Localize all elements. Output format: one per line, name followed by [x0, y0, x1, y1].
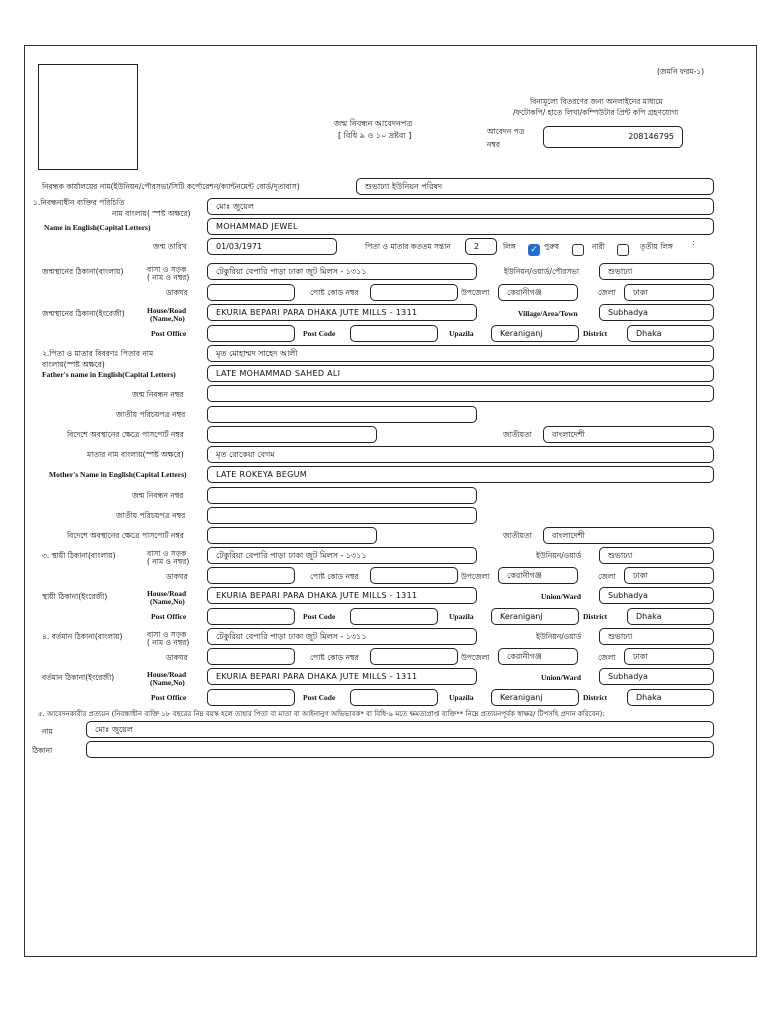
birthplace-en-house-label-1: House/Road — [147, 306, 187, 315]
father-name-bn-label: বাংলায়(স্পষ্ট অক্ষরে) — [42, 360, 105, 369]
mother-name-bn-field[interactable]: মৃত রোকেয়া বেগম — [207, 446, 714, 463]
permanent-bn-house-label-1: বাসা ও সড়ক — [147, 549, 187, 558]
birthplace-bn-house-field[interactable]: টেকুরিয়া বেপারি পাড়া ঢাকা জুট মিলস - ১৩১১ — [207, 263, 477, 280]
father-brn-label: জন্ম নিবন্ধন নম্বর — [132, 390, 184, 399]
birthplace-bn-label: জন্মস্থানের ঠিকানা(বাংলায়) — [42, 267, 124, 276]
app-no-label-1: আবেদন পত্র — [487, 127, 525, 136]
mother-passport-field[interactable] — [207, 527, 377, 544]
permanent-en-district-field[interactable]: Dhaka — [627, 608, 714, 625]
birthplace-bn-postcode-label: পোষ্ট কোড নম্বর — [310, 288, 359, 297]
permanent-bn-house-field[interactable]: টেকুরিয়া বেপারি পাড়া ঢাকা জুট মিলস - ১৩১১ — [207, 547, 477, 564]
birthplace-bn-house-label-1: বাসা ও সড়ক — [147, 265, 187, 274]
permanent-en-district-label: District — [583, 612, 608, 621]
mother-nid-field[interactable] — [207, 507, 477, 524]
birth-order-label: পিতা ও মাতার কততম সন্তান — [365, 242, 451, 251]
father-nationality-label: জাতীয়তা — [503, 430, 532, 439]
birthplace-en-district-label: District — [583, 329, 608, 338]
applicant-name-label: নাম — [42, 727, 53, 736]
permanent-en-house-label-2: (Name,No) — [150, 597, 185, 606]
permanent-en-union-field[interactable]: Subhadya — [599, 587, 714, 604]
present-bn-district-label: জেলা — [598, 653, 616, 662]
online-note-line2: /ফটোকপি/ হাতে লিখা/কম্পিউটার প্রিন্ট কপি গ্রহণযোগ্য — [513, 108, 679, 117]
present-en-postcode-field[interactable] — [350, 689, 438, 706]
birthplace-en-postoffice-field[interactable] — [207, 325, 295, 342]
permanent-en-postcode-label: Post Code — [303, 612, 336, 621]
extra-mark: : — [692, 238, 695, 247]
present-bn-postcode-field[interactable] — [370, 648, 458, 665]
father-nid-label: জাতীয় পরিচয়পত্র নম্বর — [116, 410, 186, 419]
birthplace-bn-house-label-2: ( নাম ও নম্বর) — [147, 273, 190, 282]
permanent-en-union-label: Union/Ward — [541, 592, 582, 601]
father-passport-field[interactable] — [207, 426, 377, 443]
present-en-upazila-field[interactable]: Keraniganj — [491, 689, 579, 706]
present-en-upazila-label: Upazila — [449, 693, 474, 702]
dob-field[interactable]: 01/03/1971 — [207, 238, 337, 255]
birthplace-en-postoffice-label: Post Office — [151, 329, 187, 338]
father-name-en-label: Father's name in English(Capital Letters) — [42, 370, 176, 379]
father-nid-field[interactable] — [207, 406, 477, 423]
father-passport-label: বিদেশে অবস্থানের ক্ষেত্রে পাসপোর্ট নম্বর — [67, 430, 184, 439]
name-bn-label: নাম বাংলায়( স্পষ্ট অক্ষরে) — [112, 209, 191, 218]
present-bn-house-field[interactable]: টেকুরিয়া বেপারি পাড়া ঢাকা জুট মিলস - ১৩১১ — [207, 628, 477, 645]
birthplace-bn-postoffice-label: ডাকঘর — [166, 288, 188, 297]
permanent-bn-upazila-field[interactable]: কেরানীগঞ্জ — [498, 567, 578, 584]
permanent-bn-union-label: ইউনিয়ন/ওয়ার্ড — [536, 551, 582, 560]
permanent-bn-postcode-field[interactable] — [370, 567, 458, 584]
permanent-en-postcode-field[interactable] — [350, 608, 438, 625]
permanent-bn-postoffice-label: ডাকঘর — [166, 572, 188, 581]
present-bn-union-field[interactable]: শুভাঢ্যা — [599, 628, 714, 645]
form-title: জন্ম নিবন্ধন আবেদনপত্র — [334, 119, 413, 128]
registrant-section-label: ১.নিবন্ধনাধীন ব্যক্তির পরিচিতি — [33, 198, 125, 207]
present-en-district-label: District — [583, 693, 608, 702]
permanent-bn-label: ৩. স্থায়ী ঠিকানা(বাংলায়) — [42, 551, 116, 560]
permanent-bn-district-field[interactable]: ঢাকা — [624, 567, 714, 584]
present-bn-union-label: ইউনিয়ন/ওয়ার্ড — [536, 632, 582, 641]
male-label: পুরুষ — [544, 242, 559, 251]
present-bn-label: ৪. বর্তমান ঠিকানা(বাংলায়) — [42, 632, 123, 641]
permanent-bn-union-field[interactable]: শুভাঢ্যা — [599, 547, 714, 564]
name-bn-field[interactable]: মোঃ জুয়েল — [207, 198, 714, 215]
present-en-label: বর্তমান ঠিকানা(ইংরেজী) — [42, 673, 115, 682]
birthplace-en-upazila-field[interactable]: Keraniganj — [491, 325, 579, 342]
father-nationality-field[interactable]: বাংলাদেশী — [543, 426, 714, 443]
father-name-en-field[interactable]: LATE MOHAMMAD SAHED ALI — [207, 365, 714, 382]
application-number-field[interactable]: 208146795 — [543, 126, 683, 148]
female-label: নারী — [592, 242, 605, 251]
mother-brn-label: জন্ম নিবন্ধন নম্বর — [132, 491, 184, 500]
mother-brn-field[interactable] — [207, 487, 477, 504]
permanent-bn-house-label-2: ( নাম ও নম্বর) — [147, 557, 190, 566]
present-en-postoffice-field[interactable] — [207, 689, 295, 706]
mother-name-en-label: Mother's Name in English(Capital Letters) — [49, 470, 187, 479]
third-gender-label: তৃতীয় লিঙ্গ — [640, 242, 673, 251]
present-en-house-label-2: (Name,No) — [150, 678, 185, 687]
applicant-section-label: ৫. আবেদনকারীর প্রত্যয়ন (নিবন্ধাধীন ব্যক্তি ১৮ বছরের নিম্ন বয়স্ক হলে তাহার পিতা বা মাতা বা আইনানুগ অভিভাবক* বা বিধি-৯ মতে ক্ষমতাপ্রাপ্ত ব্যক্তি** নিম্নে প্রত্যয়নপূর্বক স্বাক্ষর/ টিপসহি প্রদান করিবেন): — [38, 710, 605, 718]
mother-passport-label: বিদেশে অবস্থানের ক্ষেত্রে পাসপোর্ট নম্বর — [67, 531, 184, 540]
present-bn-postoffice-label: ডাকঘর — [166, 653, 188, 662]
birthplace-bn-upazila-field[interactable]: কেরানীগঞ্জ — [498, 284, 578, 301]
name-en-label: Name in English(Capital Letters) — [44, 223, 151, 232]
present-en-house-label-1: House/Road — [147, 670, 187, 679]
permanent-bn-postoffice-field[interactable] — [207, 567, 295, 584]
dob-label: জন্ম তারিখ — [153, 242, 187, 251]
permanent-en-upazila-field[interactable]: Keraniganj — [491, 608, 579, 625]
mother-name-bn-label: মাতার নাম বাংলায়(স্পষ্ট অক্ষরে) — [87, 450, 184, 459]
father-name-bn-field[interactable]: মৃত মোহাম্মদ সাহেদ আলী — [207, 345, 714, 362]
third-gender-checkbox[interactable] — [617, 244, 629, 256]
male-checkbox[interactable]: ✓ — [528, 244, 540, 256]
birthplace-en-house-label-2: (Name,No) — [150, 314, 185, 323]
permanent-en-house-field[interactable]: EKURIA BEPARI PARA DHAKA JUTE MILLS - 1311 — [207, 587, 477, 604]
permanent-en-label: স্থায়ী ঠিকানা(ইংরেজী) — [42, 592, 108, 601]
birthplace-bn-postoffice-field[interactable] — [207, 284, 295, 301]
birthplace-en-district-field[interactable]: Dhaka — [627, 325, 714, 342]
permanent-en-house-label-1: House/Road — [147, 589, 187, 598]
birthplace-bn-upazila-label: উপজেলা — [461, 288, 490, 297]
applicant-address-field[interactable] — [86, 741, 714, 758]
father-brn-field[interactable] — [207, 385, 714, 402]
permanent-bn-postcode-label: পোষ্ট কোড নম্বর — [310, 572, 359, 581]
present-en-district-field[interactable]: Dhaka — [627, 689, 714, 706]
present-bn-house-label-2: ( নাম ও নম্বর) — [147, 638, 190, 647]
name-en-field[interactable]: MOHAMMAD JEWEL — [207, 218, 714, 235]
present-en-union-field[interactable]: Subhadya — [599, 668, 714, 685]
office-label: নিবন্ধক কার্যালয়ের নাম(ইউনিয়ন/পৌরসভা/সিটি কর্পোরেশন/ক্যান্টনমেন্ট বোর্ড/দূতাবাস) — [42, 182, 300, 191]
birthplace-en-label: জন্মস্থানের ঠিকানা(ইংরেজী) — [42, 309, 125, 318]
present-bn-upazila-label: উপজেলা — [461, 653, 490, 662]
present-bn-district-field[interactable]: ঢাকা — [624, 648, 714, 665]
birthplace-en-upazila-label: Upazila — [449, 329, 474, 338]
applicant-name-field[interactable]: মোঃ জুয়েল — [86, 721, 714, 738]
birthplace-en-village-field[interactable]: Subhadya — [599, 304, 714, 321]
birthplace-bn-union-field[interactable]: শুভাঢ্যা — [599, 263, 714, 280]
office-field[interactable]: শুভাঢ্যা ইউনিয়ন পরিষদ — [356, 178, 714, 195]
birthplace-en-postcode-field[interactable] — [350, 325, 438, 342]
permanent-bn-district-label: জেলা — [598, 572, 616, 581]
sex-label: লিঙ্গ — [503, 242, 516, 251]
birthplace-en-village-label: Village/Area/Town — [518, 309, 578, 318]
permanent-en-postoffice-label: Post Office — [151, 612, 187, 621]
app-no-label-2: নম্বর — [487, 140, 501, 149]
parents-section-label: ২.পিতা ও মাতার বিবরণঃ পিতার নাম — [42, 349, 154, 358]
birthplace-bn-district-label: জেলা — [598, 288, 616, 297]
present-bn-house-label-1: বাসা ও সড়ক — [147, 630, 187, 639]
permanent-en-upazila-label: Upazila — [449, 612, 474, 621]
present-bn-upazila-field[interactable]: কেরানীগঞ্জ — [498, 648, 578, 665]
present-bn-postcode-label: পোষ্ট কোড নম্বর — [310, 653, 359, 662]
birthplace-en-postcode-label: Post Code — [303, 329, 336, 338]
photo-placeholder[interactable] — [38, 64, 138, 170]
birthplace-en-house-field[interactable]: EKURIA BEPARI PARA DHAKA JUTE MILLS - 1311 — [207, 304, 477, 321]
mother-nid-label: জাতীয় পরিচয়পত্র নম্বর — [116, 511, 186, 520]
permanent-bn-upazila-label: উপজেলা — [461, 572, 490, 581]
birthplace-bn-union-label: ইউনিয়ন/ওয়ার্ড/পৌরসভা — [504, 267, 580, 276]
mother-name-en-field[interactable]: LATE ROKEYA BEGUM — [207, 466, 714, 483]
form-number: (জমনি ফরম-১) — [657, 67, 705, 76]
online-note-line1: বিনামূল্যে বিতরণের জন্য অনলাইনের মাধ্যমে — [530, 97, 663, 106]
present-en-postoffice-label: Post Office — [151, 693, 187, 702]
female-checkbox[interactable] — [572, 244, 584, 256]
present-bn-postoffice-field[interactable] — [207, 648, 295, 665]
birth-order-field[interactable]: 2 — [465, 238, 497, 255]
present-en-postcode-label: Post Code — [303, 693, 336, 702]
present-en-union-label: Union/Ward — [541, 673, 582, 682]
birthplace-bn-district-field[interactable]: ঢাকা — [624, 284, 714, 301]
mother-nationality-label: জাতীয়তা — [503, 531, 532, 540]
birthplace-bn-postcode-field[interactable] — [370, 284, 458, 301]
permanent-en-postoffice-field[interactable] — [207, 608, 295, 625]
form-rule: [ বিধি ৯ ও ১০ দ্রষ্টব্য ] — [338, 131, 412, 140]
applicant-address-label: ঠিকানা — [32, 746, 53, 755]
mother-nationality-field[interactable]: বাংলাদেশী — [543, 527, 714, 544]
present-en-house-field[interactable]: EKURIA BEPARI PARA DHAKA JUTE MILLS - 1311 — [207, 668, 477, 685]
